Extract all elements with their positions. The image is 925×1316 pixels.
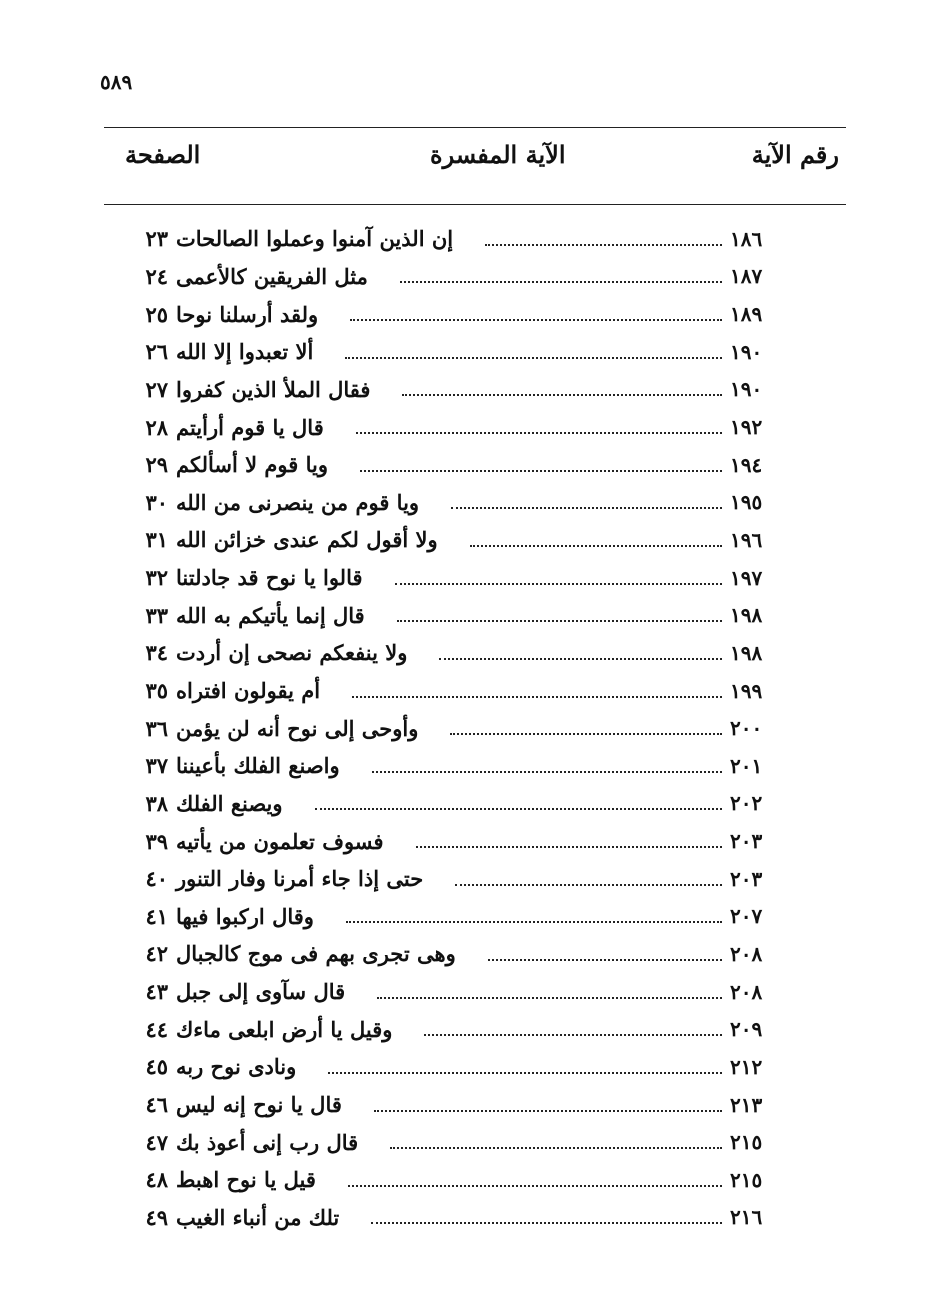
verse-number: ٣٦ [145,715,168,741]
verse-text: ويصنع الفلك [176,790,283,816]
header-verse: الآية المفسرة [430,140,566,169]
index-row [110,973,800,1011]
index-row [110,634,800,672]
page-reference: ١٩٩ [730,678,763,703]
index-row [110,672,800,710]
dot-leader [377,997,722,999]
dot-leader [356,432,722,434]
index-row [110,371,800,409]
dot-leader [350,319,722,321]
verse-text: حتى إذا جاء أمرنا وفار التنور [176,866,424,892]
verse-number: ٤٧ [145,1129,168,1155]
index-row [110,295,800,333]
verse-number: ٢٥ [145,301,168,327]
verse-number: ٤٩ [145,1204,168,1230]
dot-leader [439,658,722,660]
page-reference: ١٩٦ [730,527,763,552]
page-reference: ٢٠٠ [730,716,763,741]
page-reference: ١٩٧ [730,565,763,590]
page-reference: ١٩٥ [730,490,763,515]
verse-number: ٤٣ [145,979,168,1005]
verse-text: قال يا قوم أرأيتم [176,414,324,440]
page-reference: ٢٠٣ [730,866,763,891]
page-reference: ٢٠١ [730,753,763,778]
page-reference: ١٩٨ [730,603,763,628]
index-row [110,1123,800,1161]
dot-leader [352,696,722,698]
dot-leader [450,733,722,735]
index-row [110,1161,800,1199]
page-reference: ٢٠٨ [730,941,763,966]
dot-leader [395,583,722,585]
dot-leader [400,281,722,283]
dot-leader [488,959,722,961]
index-row [110,258,800,296]
index-table [110,220,800,1236]
verse-number: ٤١ [145,903,168,929]
dot-leader [402,394,722,396]
verse-number: ٣٥ [145,678,168,703]
index-row [110,333,800,371]
page-reference: ١٩٠ [730,377,763,402]
dot-leader [374,1110,722,1112]
verse-number: ٢٦ [145,339,168,365]
verse-number: ٤٥ [145,1054,168,1080]
index-row [110,860,800,898]
header-verse-number: رقم الآية [751,140,839,169]
verse-text: قالوا يا نوح قد جادلتنا [176,565,363,591]
index-row [110,785,800,823]
verse-number: ٢٣ [145,226,168,252]
verse-number: ٤٢ [145,941,168,967]
verse-number: ٣٩ [145,828,168,854]
verse-number: ٣٣ [145,602,168,628]
index-row [110,1086,800,1124]
index-row [110,747,800,785]
verse-text: تلك من أنباء الغيب [176,1204,340,1230]
index-row [110,709,800,747]
verse-text: قال إنما يأتيكم به الله [176,602,365,628]
dot-leader [360,470,722,472]
dot-leader [455,884,722,886]
index-row [110,596,800,634]
dot-leader [348,1185,722,1187]
index-row [110,408,800,446]
index-row [110,1010,800,1048]
verse-text: قيل يا نوح اهبط [176,1167,316,1193]
index-row [110,483,800,521]
page-reference: ٢١٥ [730,1130,763,1155]
page-reference: ١٨٧ [730,264,763,289]
page-reference: ٢١٢ [730,1054,763,1079]
index-row [110,1199,800,1237]
verse-text: وأوحى إلى نوح أنه لن يؤمن [176,715,419,741]
verse-number: ٤٤ [145,1016,168,1042]
page-reference: ٢٠٨ [730,979,763,1004]
verse-text: قال يا نوح إنه ليس [176,1092,342,1118]
page-reference: ٢٠٩ [730,1017,763,1042]
verse-text: قال رب إنى أعوذ بك [176,1129,359,1155]
page-reference: ٢١٦ [730,1205,763,1230]
dot-leader [485,244,722,246]
page-reference: ١٩٨ [730,640,763,665]
index-row [110,935,800,973]
dot-leader [397,620,722,622]
header-top-rule [104,127,846,128]
verse-text: فقال الملأ الذين كفروا [176,376,371,402]
verse-number: ٣٨ [145,790,168,816]
dot-leader [390,1147,722,1149]
header-page: الصفحة [125,140,201,169]
verse-text: ولا أقول لكم عندى خزائن الله [176,527,438,553]
page-reference: ١٩٠ [730,339,763,364]
verse-text: ويا قوم لا أسألكم [176,452,328,478]
page-number: ٥٨٩ [100,70,133,94]
verse-number: ٤٠ [145,866,168,892]
verse-number: ٣٠ [145,489,168,515]
verse-number: ٤٨ [145,1167,168,1193]
index-row [110,521,800,559]
verse-number: ٢٩ [145,452,168,478]
page-reference: ١٨٦ [730,226,763,251]
dot-leader [345,357,722,359]
page-reference: ٢٠٢ [730,791,763,816]
dot-leader [371,1222,722,1224]
page-reference: ٢٠٧ [730,904,763,929]
header-bottom-rule [104,204,846,205]
page-reference: ١٩٢ [730,415,763,440]
dot-leader [416,846,722,848]
verse-text: فسوف تعلمون من يأتيه [176,828,384,854]
verse-text: إن الذين آمنوا وعملوا الصالحات [176,226,454,252]
page-reference: ١٨٩ [730,302,763,327]
verse-text: وقيل يا أرض ابلعى ماءك [176,1016,393,1042]
verse-number: ٢٤ [145,263,168,289]
page-reference: ١٩٤ [730,452,763,477]
index-row [110,898,800,936]
verse-text: وهى تجرى بهم فى موج كالجبال [176,941,456,967]
verse-text: ولا ينفعكم نصحى إن أردت [176,640,408,666]
verse-text: وقال اركبوا فيها [176,903,314,929]
verse-number: ٣٢ [145,565,168,591]
page-reference: ٢١٣ [730,1092,763,1117]
page-reference: ٢٠٣ [730,829,763,854]
verse-text: أم يقولون افتراه [176,678,321,703]
verse-number: ٣٧ [145,753,168,779]
dot-leader [451,507,722,509]
verse-text: ونادى نوح ربه [176,1054,297,1080]
verse-text: ويا قوم من ينصرنى من الله [176,489,420,515]
dot-leader [346,921,722,923]
dot-leader [424,1034,722,1036]
verse-number: ٤٦ [145,1092,168,1118]
verse-text: واصنع الفلك بأعيننا [176,753,340,779]
dot-leader [315,808,722,810]
page-reference: ٢١٥ [730,1167,763,1192]
index-row [110,1048,800,1086]
verse-text: ولقد أرسلنا نوحا [176,301,319,327]
dot-leader [470,545,722,547]
verse-number: ٣١ [145,527,168,553]
index-row [110,822,800,860]
verse-number: ٢٧ [145,376,168,402]
dot-leader [328,1072,722,1074]
verse-text: قال سآوى إلى جبل [176,979,346,1005]
verse-number: ٢٨ [145,414,168,440]
dot-leader [372,771,722,773]
verse-number: ٣٤ [145,640,168,666]
index-row [110,220,800,258]
verse-text: مثل الفريقين كالأعمى [176,263,368,289]
index-row [110,559,800,597]
verse-text: ألا تعبدوا إلا الله [176,339,314,365]
index-row [110,446,800,484]
